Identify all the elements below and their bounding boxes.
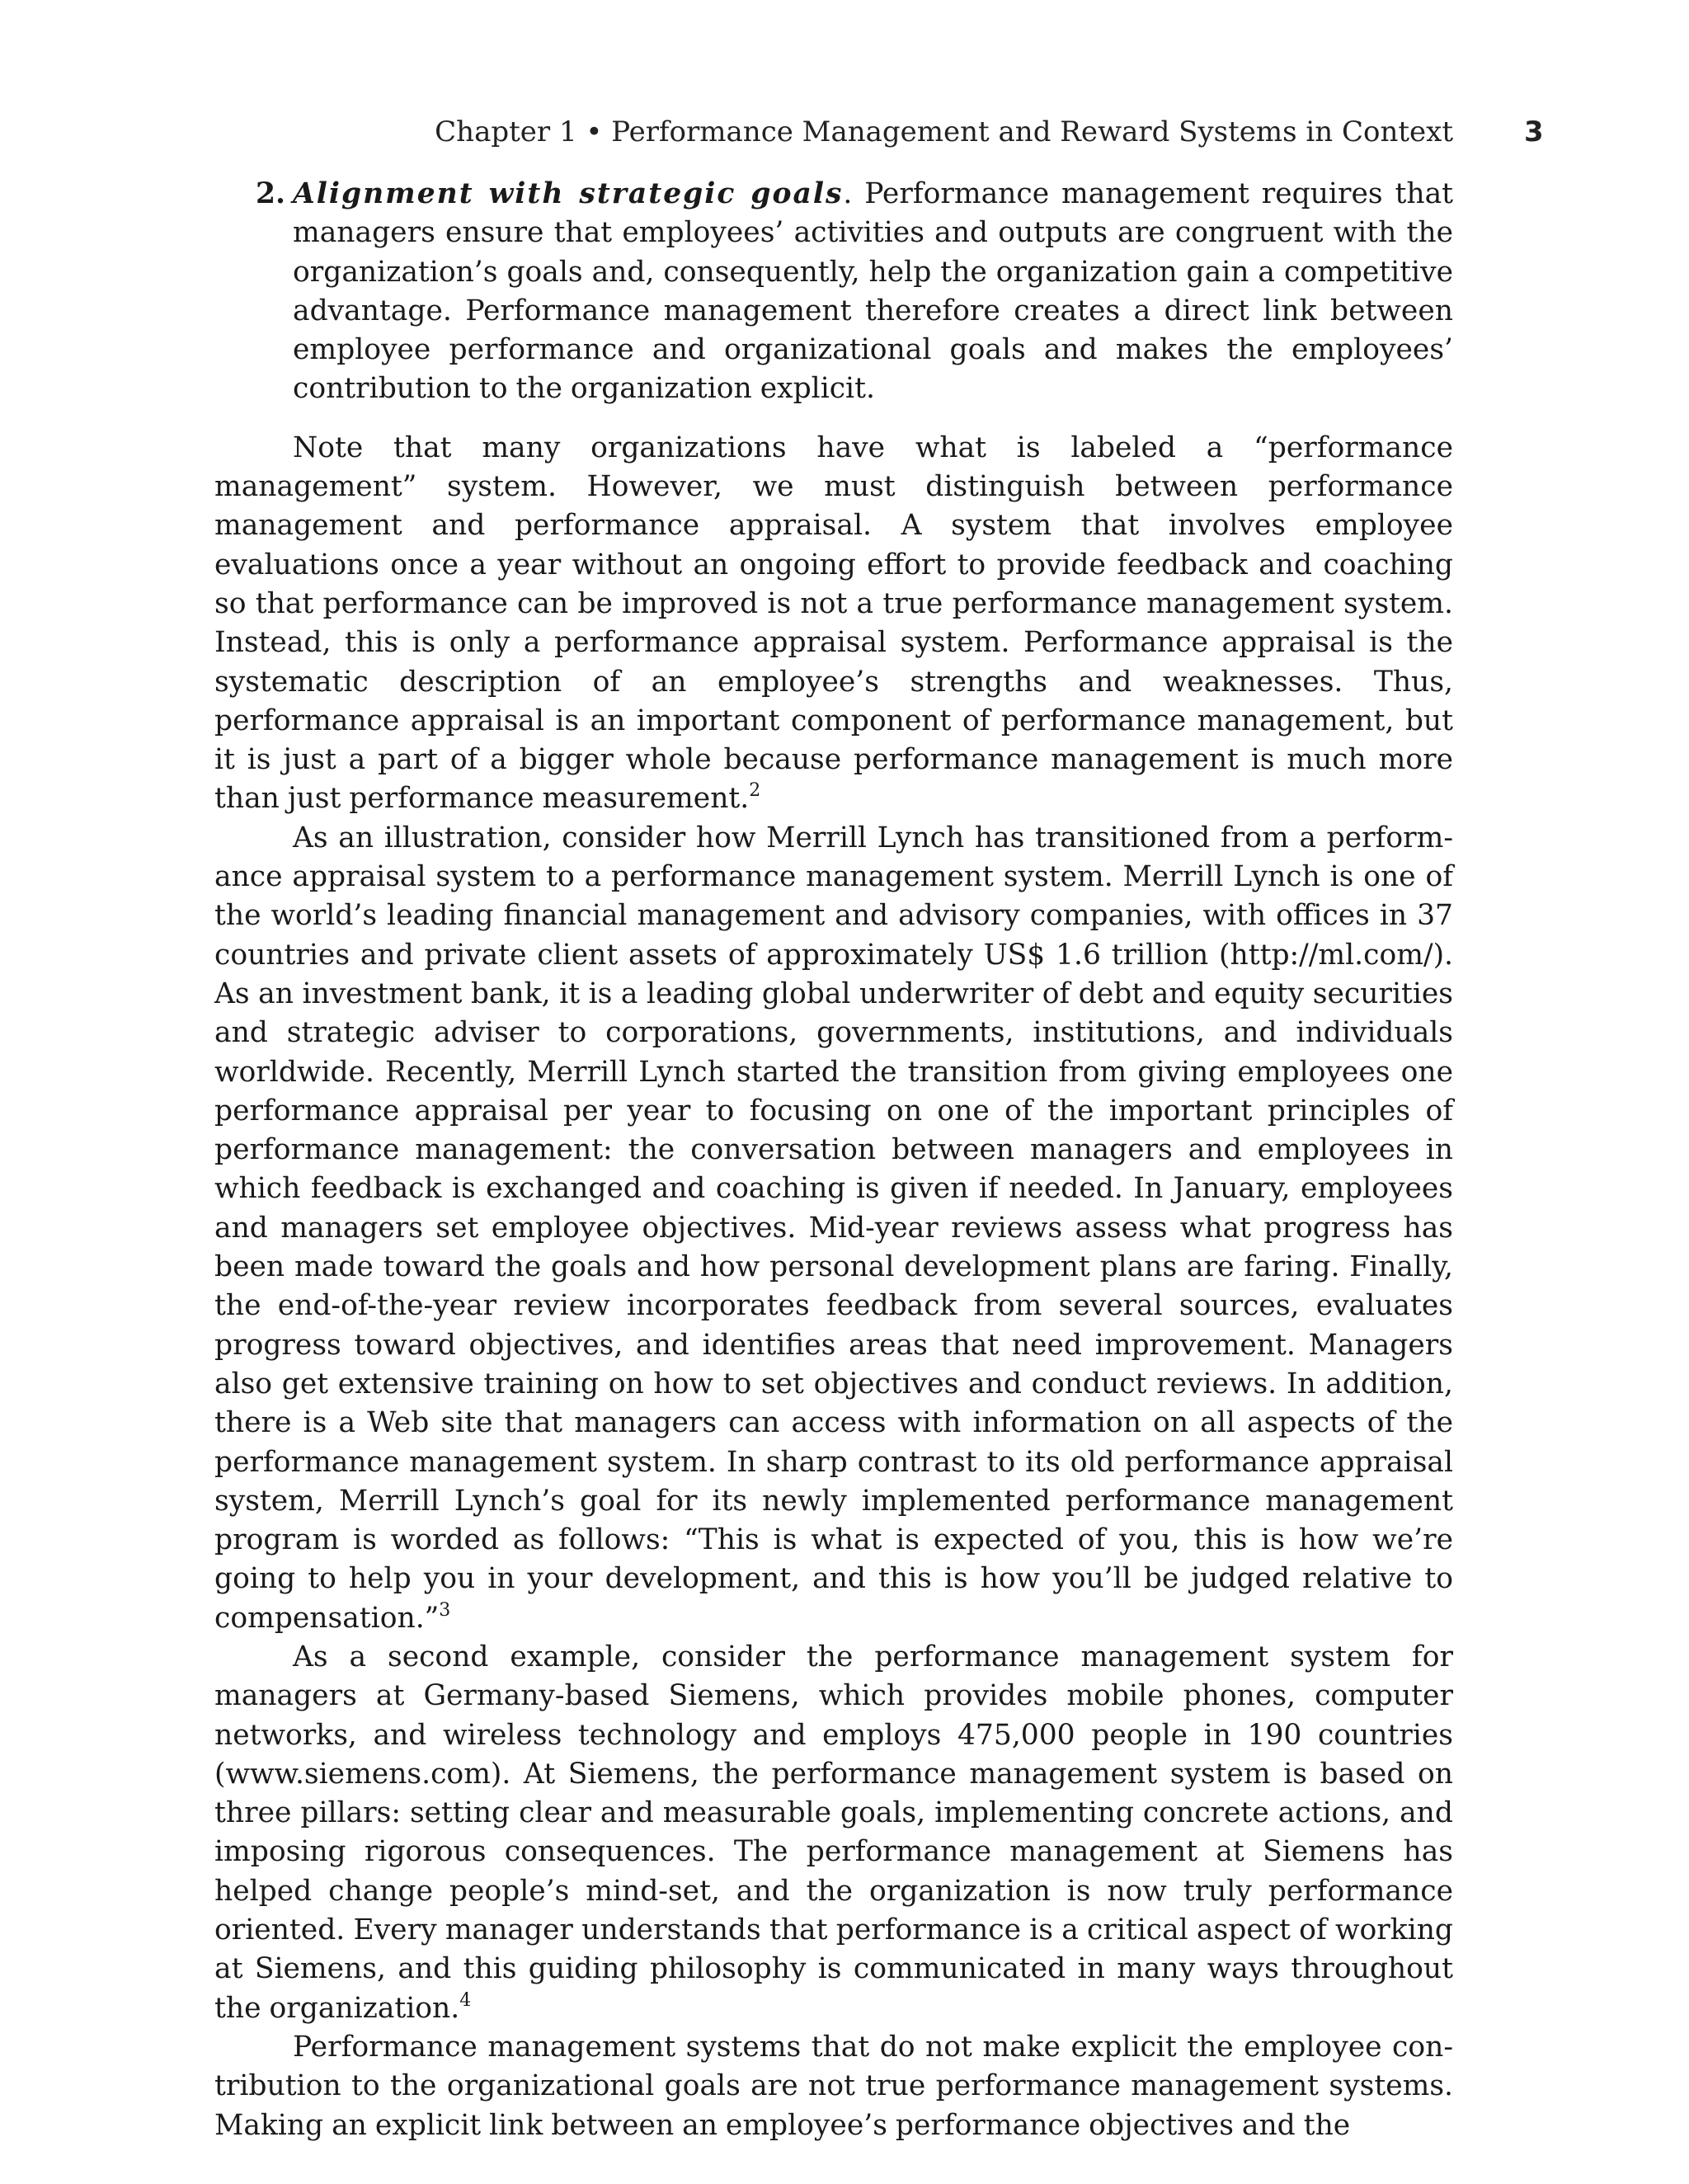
numbered-list-item: [214, 175, 1453, 409]
page-number: 3: [1524, 115, 1544, 148]
paragraph-text: Note that many organizations have what is labeled a “performance management” system. However, we must distinguish between performance management and performance appraisal. A system that involves employee evaluations once a year without an ongoing effort to provide feedback and coaching so that performance can be improved is not a true performance management system. Instead, this is only a performance appraisal system. Performance appraisal is the systematic description of an employee’s strengths and weaknesses. Thus, performance appraisal is an important component of performance management, but it is just a part of a bigger whole because performance management is much more than just performance measurement.: [214, 431, 1453, 816]
paragraph-2: [214, 819, 1453, 1638]
body-text: [214, 175, 1453, 2145]
paragraph-4: [214, 2028, 1453, 2145]
footnote-marker: 3: [439, 1599, 451, 1621]
running-head: Chapter 1 • Performance Management and Reward Systems in Context: [435, 115, 1453, 148]
paragraph-3: [214, 1638, 1453, 2028]
footnote-marker: 2: [749, 780, 761, 802]
list-item-lead-punctuation: .: [843, 177, 853, 210]
footnote-marker: 4: [459, 1989, 472, 2011]
paragraph-text: As a second example, consider the performance management system for managers at Germany-based Siemens, which provides mobile phones, computer networks, and wireless technology and employs 475,000 people in 190 countries (www.siemens.com). At Siemens, the performance management system is based on three pillars: setting clear and measurable goals, implementing concrete actions, and imposing rigorous consequences. The performance management at Siemens has helped change people’s mind-set, and the organization is now truly performance oriented. Every manager understands that performance is a critical aspect of working at Siemens, and this guiding philosophy is communicated in many ways throughout the organization.: [214, 1640, 1453, 2025]
list-item-lead: Alignment with strategic goals: [293, 177, 844, 210]
paragraph-text: As an illustration, consider how Merrill Lynch has transitioned from a performance appraisal system to a performance management system. Merrill Lynch is one of the world’s leading financial management and advisory companies, with offices in 37 countries and private client assets of approximately US$ 1.6 trillion (http://ml.com/). As an investment bank, it is a leading global underwriter of debt and equity securities and strategic adviser to corporations, governments, institutions, and individuals worldwide. Recently, Merrill Lynch started the transition from giving employees one performance appraisal per year to focusing on one of the important principles of performance management: the conversation between managers and employees in which feedback is exchanged and coaching is given if needed. In January, employees and managers set employee objectives. Mid-year reviews assess what progress has been made toward the goals and how personal development plans are faring. Finally, the end-of-the-year review incorporates feedback from several sources, evaluates progress toward objectives, and identifies areas that need improvement. Managers also get extensive training on how to set objectives and conduct reviews. In addition, there is a Web site that managers can access with information on all aspects of the performance management system. In sharp contrast to its old performance appraisal system, Merrill Lynch’s goal for its newly implemented performance management program is worded as follows: “This is what is expected of you, this is how we’re going to help you in your development, and this is how you’ll be judged relative to compensation.”: [214, 821, 1453, 1635]
list-item-text: Performance management requires that managers ensure that employees’ activities and outputs are congruent with the organization’s goals and, consequently, help the organization gain a competitive advantage. Performance management therefore creates a direct link between employee performance and organizational goals and makes the employees’ contribution to the organization explicit.: [293, 177, 1454, 406]
paragraph-1: [214, 429, 1453, 819]
paragraph-text: Performance management systems that do not make explicit the employee contribution to the organizational goals are not true performance management systems. Making an explicit link between an employee’s performance objectives and the: [214, 2030, 1453, 2142]
list-item-number: 2.: [256, 177, 286, 210]
